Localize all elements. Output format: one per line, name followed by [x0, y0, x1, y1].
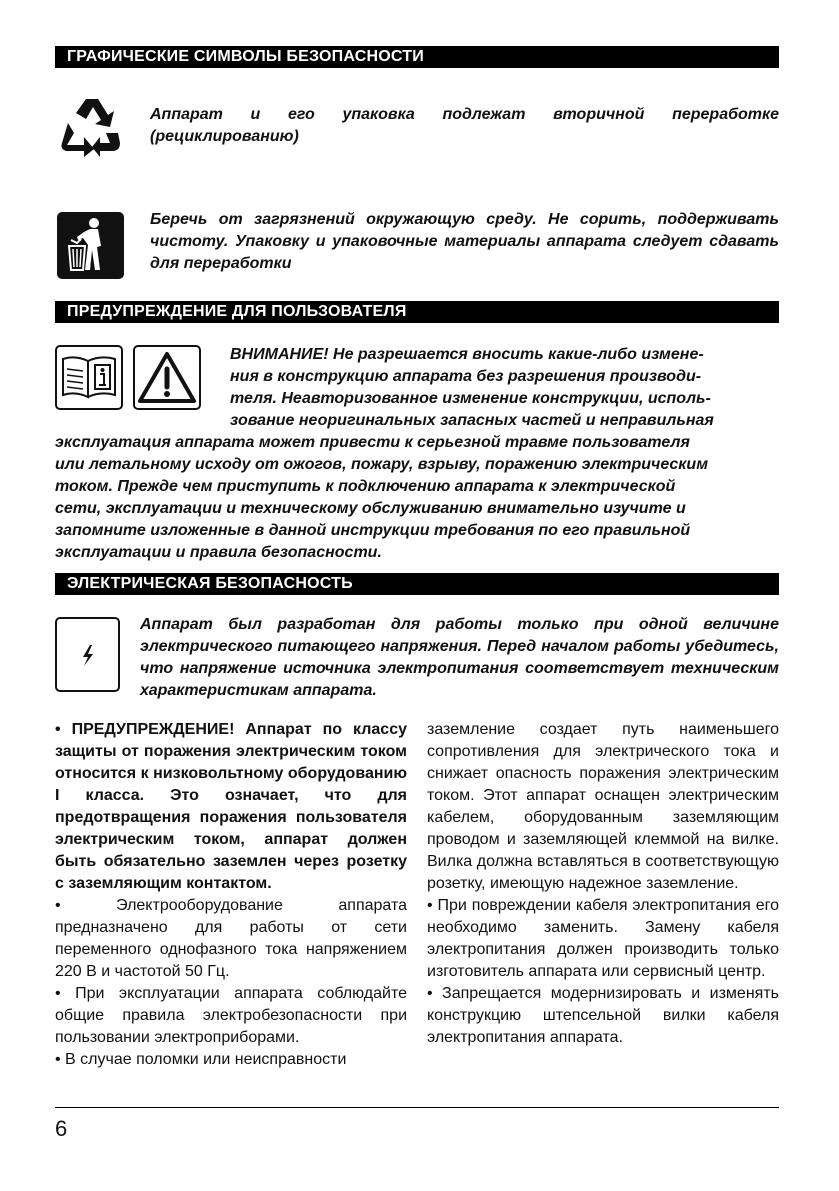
left-paragraph-warning [55, 719, 407, 895]
warning-line-3: теля. Неавторизованное изменение конструкции, исполь- [230, 390, 711, 407]
warning-line-5: эксплуатация аппарата может привести к серьезной травме пользователя [55, 434, 690, 451]
user-warning-lines-full [55, 432, 779, 564]
recycle-description: Аппарат и его упаковка подлежат вторичной переработке (рециклированию) [150, 106, 779, 145]
left-column [55, 719, 407, 1071]
page-number: 6 [55, 1116, 68, 1141]
section-title-electrical-safety: ЭЛЕКТРИЧЕСКАЯ БЕЗОПАСНОСТЬ [55, 573, 779, 595]
electrical-safety-description: Аппарат был разработан для работы только при одной величине электрического питающего напряжения. Перед началом работы убедитесь, что напряжение источника электропитания соответствует техническим характеристикам аппарата. [140, 616, 779, 699]
user-warning-lines-indented [230, 344, 779, 432]
warning-line-10: эксплуатации и правила безопасности. [55, 544, 382, 561]
warning-triangle-icon [133, 345, 201, 410]
litter-description: Беречь от загрязнений окружающую среду. Не сорить, поддерживать чистоту. Упаковку и упаковочные материалы аппарата следует сдавать для переработки [150, 211, 779, 272]
warning-line-9: запомните изложенные в данной инструкции требования по его правильной [55, 522, 691, 539]
left-paragraph-2: • Электрооборудование аппарата предназначено для работы от сети переменного однофазного тока напряжением 220 В и частотой 50 Гц. [55, 897, 407, 980]
warning-line-4: зование неоригинальных запасных частей и неправильная [230, 412, 714, 429]
litter-bin-icon [57, 212, 124, 279]
right-paragraph-3: • Запрещается модернизировать и изменять конструкцию штепсельной вилки кабеля электропитания аппарата. [427, 985, 779, 1046]
warning-body: ! Аппарат по классу защиты от поражения электрическим током относится к низковольтному оборудованию I класса. Это означает, что для предотвращения поражения пользователя электрическим током, аппарат должен быть обязательно заземлен через розетку с заземляющим контактом. [55, 721, 407, 892]
right-paragraph-1: заземление создает путь наименьшего сопротивления для электрического тока и снижает опасность поражения электрическим током. Этот аппарат оснащен электрическим кабелем, оборудованным заземляющим проводом и заземляющей клеммой на вилке. Вилка должна вставляться в соответствующую розетку, имеющую надежное заземление. [427, 721, 779, 892]
warning-line-7: током. Прежде чем приступить к подключению аппарата к электрической [55, 478, 676, 495]
warning-line-1: ВНИМАНИЕ! Не разрешается вносить какие-либо измене- [230, 346, 704, 363]
left-paragraph-3: • При эксплуатации аппарата соблюдайте общие правила электробезопасности при пользовании электроприборами. [55, 985, 407, 1046]
warning-line-2: ния в конструкцию аппарата без разрешения производи- [230, 368, 702, 385]
section-title-user-warning: ПРЕДУПРЕЖДЕНИЕ ДЛЯ ПОЛЬЗОВАТЕЛЯ [55, 301, 779, 323]
warning-line-6: или летальному исходу от ожогов, пожару, взрыву, поражению электрическим [55, 456, 709, 473]
section-title-graphic-symbols: ГРАФИЧЕСКИЕ СИМВОЛЫ БЕЗОПАСНОСТИ [55, 46, 779, 68]
warning-label: • ПРЕДУПРЕЖДЕНИЕ [55, 721, 230, 738]
manual-info-icon [55, 345, 123, 410]
recycle-icon [58, 93, 124, 159]
left-paragraph-4: • В случае поломки или неисправности [55, 1051, 347, 1068]
right-paragraph-2: • При повреждении кабеля электропитания его необходимо заменить. Замену кабеля электропитания должен производить только изготовитель аппарата или сервисный центр. [427, 897, 779, 980]
right-column [427, 719, 779, 1049]
lightning-icon [55, 617, 120, 692]
warning-line-8: сети, эксплуатации и техническому обслуживанию внимательно изучите и [55, 500, 686, 517]
footer-rule [55, 1107, 779, 1108]
